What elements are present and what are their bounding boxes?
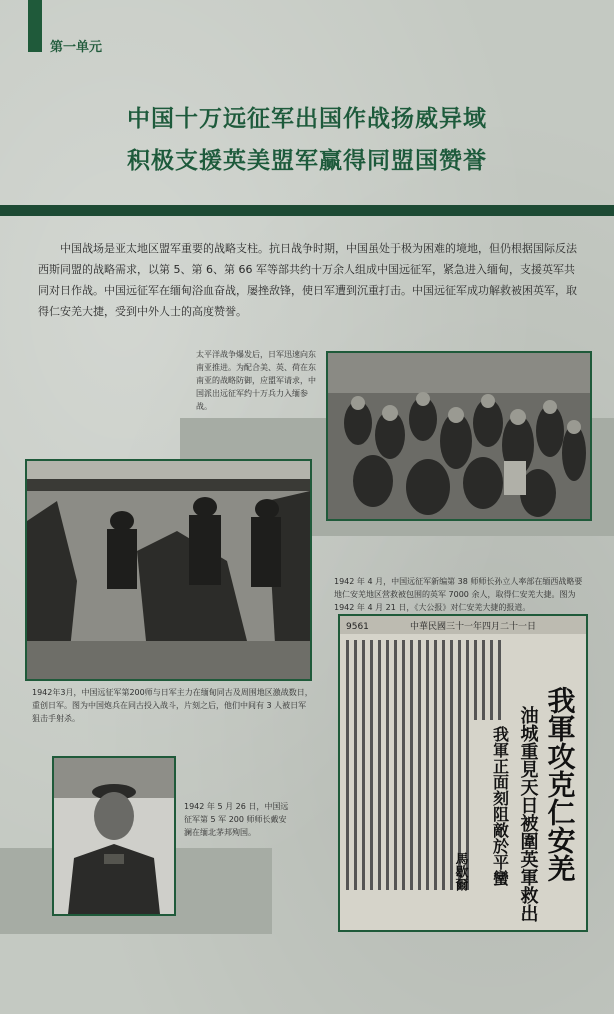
photo-troops-marching-image bbox=[328, 353, 590, 519]
caption-yenangyaung: 1942 年 4 月，中国远征军新编第 38 师师长孙立人率部在缅西战略要地仁安羌地区营救被包围的英军 7000 余人，取得仁安羌大捷。图为 1942 年 4 月 21 日，《大公报》对仁安羌大捷的报道。 bbox=[334, 577, 583, 612]
newspaper-subheadline-1: 油城重見天日被圍英軍救出 bbox=[517, 706, 539, 922]
caption-tonggu: 1942年3月，中国远征军第200师与日军主力在缅甸同古及周围地区激战数日，重创日军。图为中国炮兵在同古投入战斗，片刻之后，他们中间有 3 人被日军狙击手射杀。 bbox=[32, 688, 313, 723]
newspaper-byline: 馬歇爾 bbox=[452, 852, 468, 891]
page-title-line-1: 中国十万远征军出国作战扬威异域 bbox=[127, 106, 487, 132]
section-marker bbox=[28, 0, 42, 52]
newspaper-headline: 我軍攻克仁安羌 bbox=[543, 686, 577, 882]
newspaper-date: 中華民國三十一年四月二十一日 bbox=[410, 622, 537, 632]
newspaper-image bbox=[340, 616, 586, 930]
newspaper-issue: 9561 bbox=[346, 622, 369, 632]
photo-portrait-dai-anlan bbox=[52, 756, 176, 916]
title-divider bbox=[0, 205, 614, 216]
photo-newspaper-dagongbao bbox=[338, 614, 588, 932]
page-title-line-2: 积极支援英美盟军赢得同盟国赞誉 bbox=[127, 148, 487, 174]
portrait-image bbox=[54, 758, 174, 914]
newspaper-subheadline-2: 我軍正面刻阻敵於平蠻 bbox=[490, 726, 510, 886]
photo-artillery-tonggu-image bbox=[27, 461, 310, 679]
intro-paragraph: 中国战场是亚太地区盟军重要的战略支柱。抗日战争时期，中国虽处于极为困难的境地，但仍根据国际反法西斯同盟的战略需求，以第 5、第 6、第 66 军等部共约十万余人组成中国远征军，紧急进入缅甸，支援英军共同对日作战。中国远征军在缅甸浴血奋战，屡挫敌锋，使日军遭到沉重打击。中国远征军成功解救被困英军，取得仁安羌大捷，受到中外人士的高度赞誉。 bbox=[38, 242, 577, 318]
caption-march: 太平洋战争爆发后，日军迅速向东南亚推进。为配合美、英、荷在东南亚的战略防御，应盟军请求，中国派出远征军约十万兵力入缅参战。 bbox=[196, 350, 316, 411]
photo-troops-marching bbox=[326, 351, 592, 521]
photo-artillery-tonggu bbox=[25, 459, 312, 681]
section-label: 第一单元 bbox=[50, 40, 103, 55]
caption-dai-anlan: 1942 年 5 月 26 日，中国远征军第 5 军 200 师师长戴安澜在缅北茅邦殉国。 bbox=[184, 802, 289, 837]
